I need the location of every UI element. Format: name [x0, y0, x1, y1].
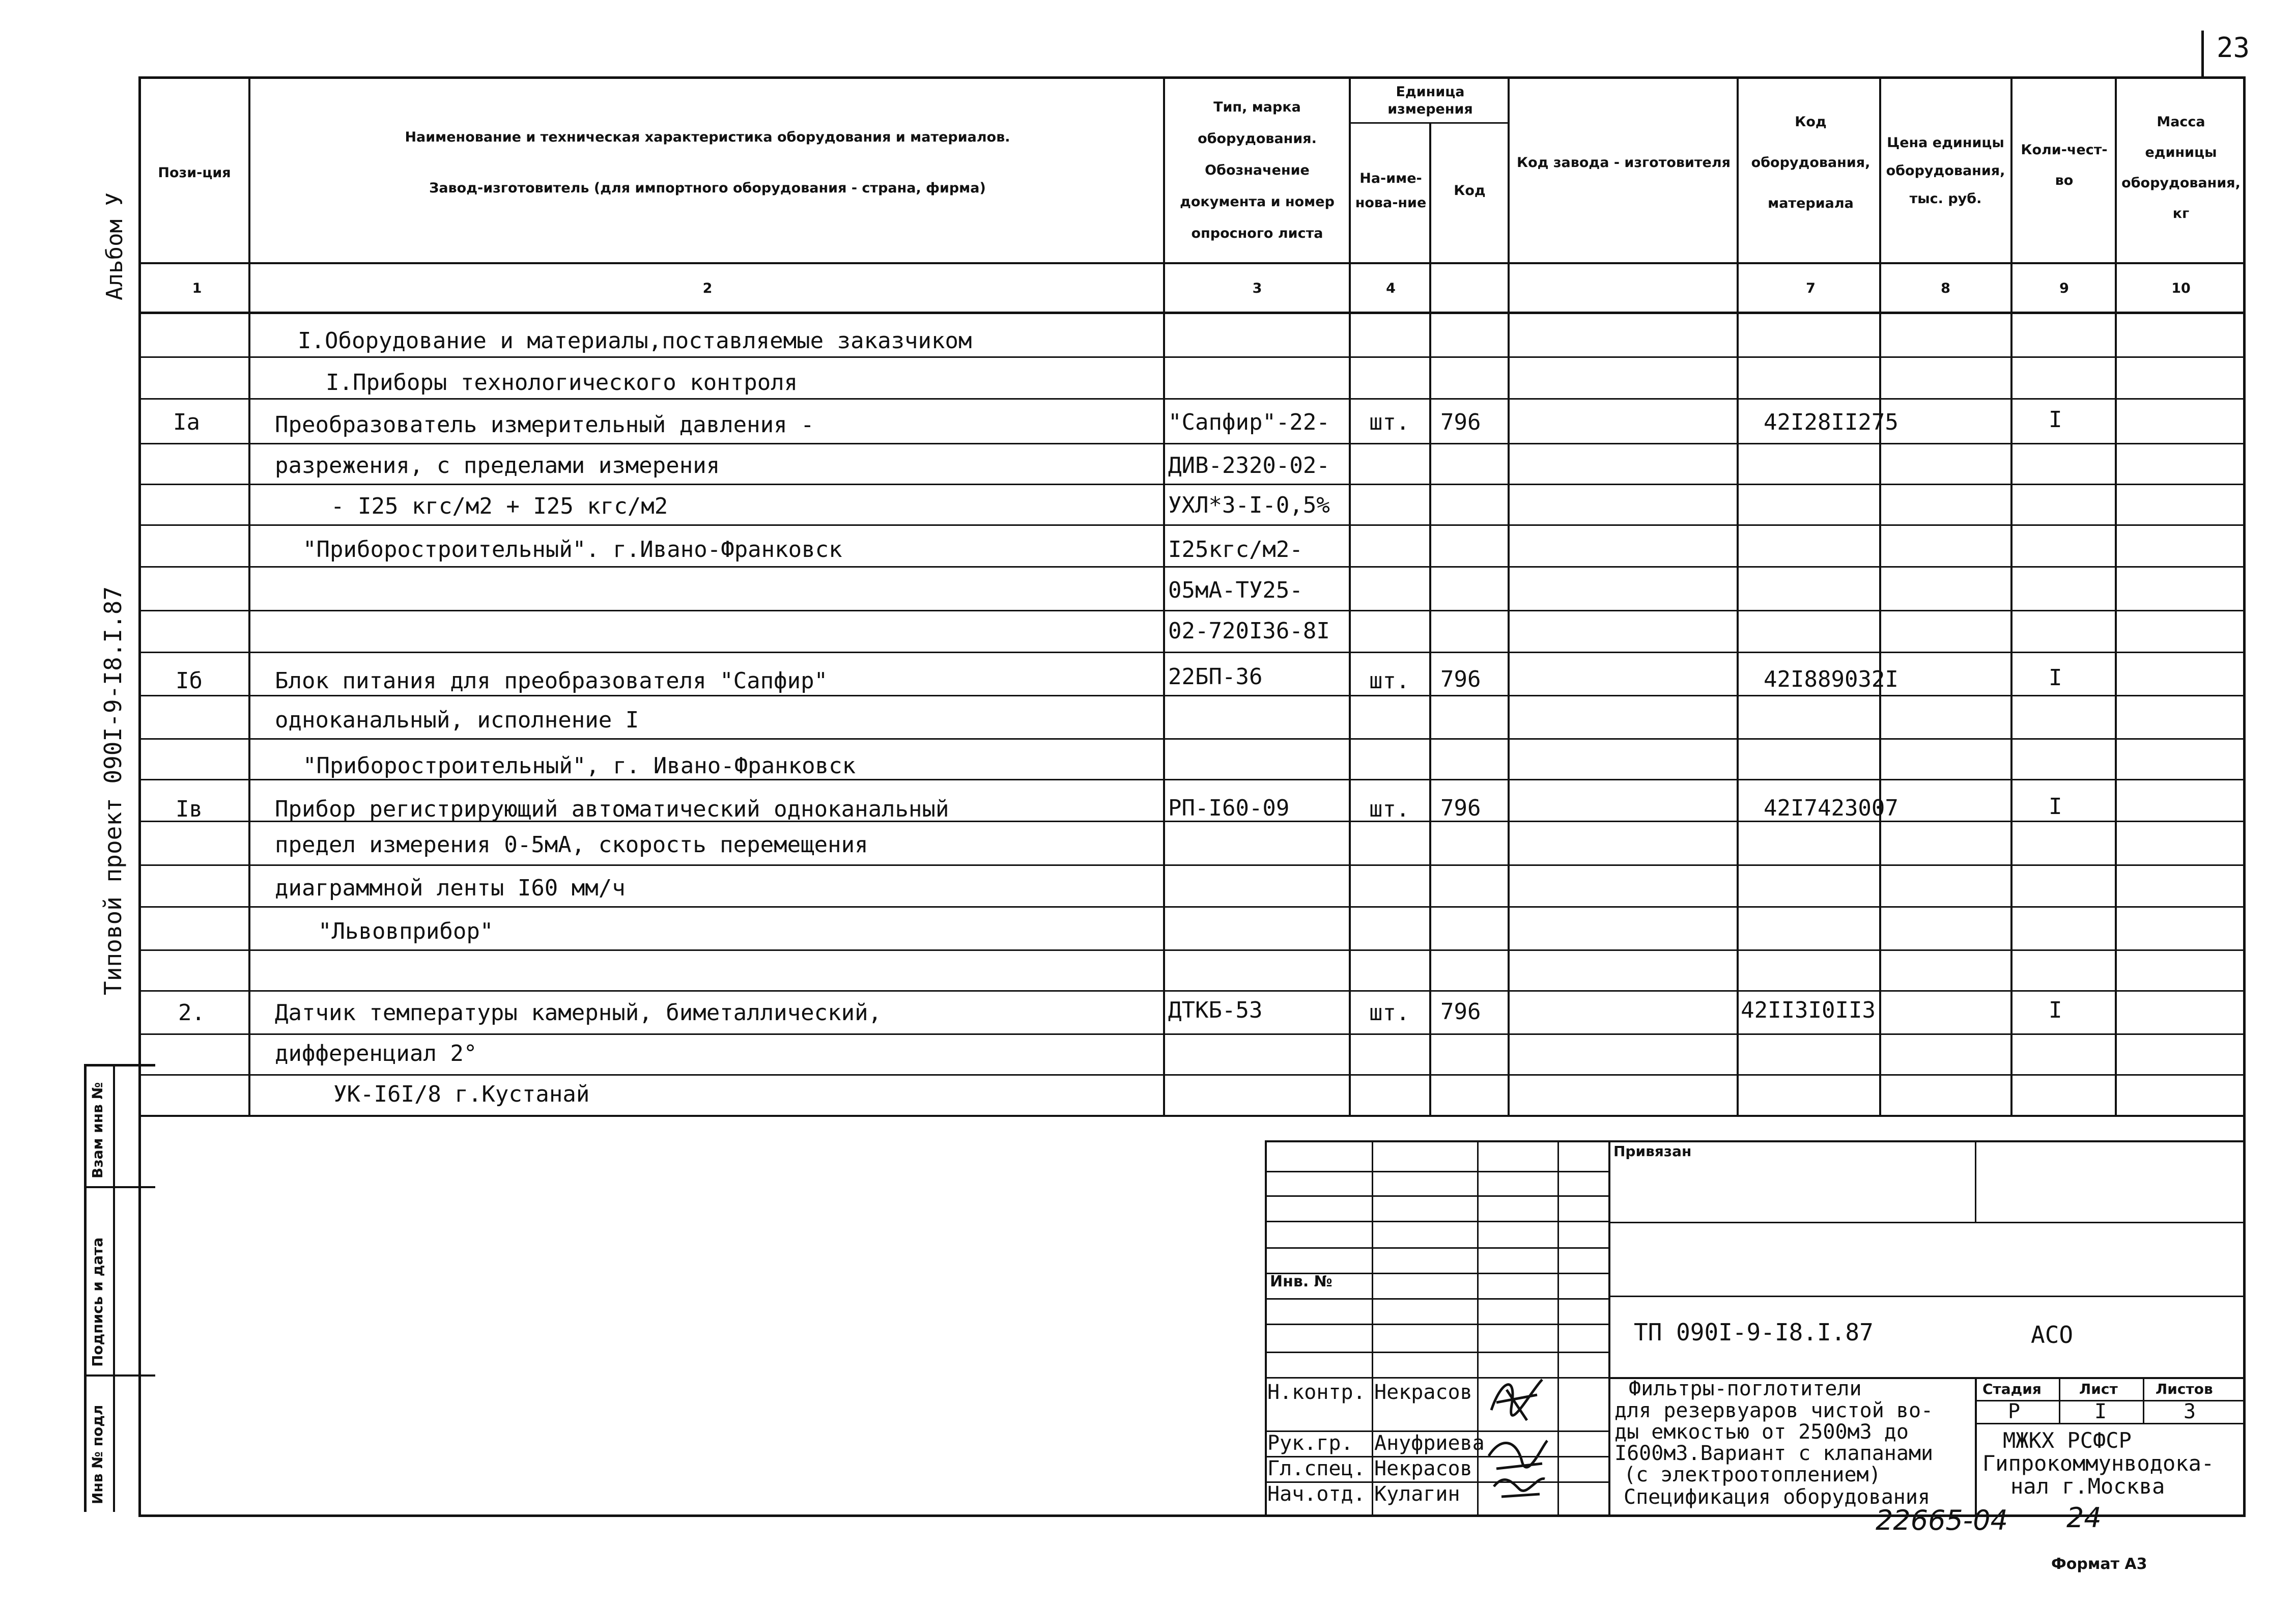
row-name: Преобразователь измерительный давления - — [275, 412, 814, 438]
row-type: 05мА-ТУ25- — [1168, 577, 1303, 603]
signature-role: Рук.гр. — [1267, 1431, 1353, 1455]
row-position: 2. — [178, 1000, 205, 1026]
row-name: диаграммной ленты I60 мм/ч — [275, 875, 626, 901]
row-name: I.Оборудование и материалы,поставляемые заказчиком — [298, 328, 972, 354]
col-number: 8 — [1941, 280, 1950, 296]
signature-name: Ануфриева — [1374, 1431, 1485, 1455]
row-name: УК-I6I/8 г.Кустанай — [333, 1081, 590, 1107]
row-unit: шт. — [1369, 668, 1410, 694]
stamp-inv-orig: Инв № подл — [89, 1405, 106, 1504]
col-number: 2 — [702, 280, 713, 296]
row-unit: шт. — [1369, 1000, 1410, 1026]
row-quantity: I — [2049, 665, 2062, 691]
row-name: Датчик температуры камерный, биметаллический, — [275, 1000, 882, 1026]
organization-line: МЖКХ РСФСР — [2003, 1428, 2132, 1453]
col-number: 9 — [2059, 280, 2069, 296]
description-line: для резервуаров чистой во- — [1614, 1399, 1934, 1422]
row-unit-code: 796 — [1440, 409, 1481, 435]
row-quantity: I — [2049, 794, 2062, 820]
sheets-label: Листов — [2156, 1381, 2213, 1397]
stamp-signature-date: Подпись и дата — [89, 1237, 106, 1367]
row-type: РП-I60-09 — [1168, 795, 1290, 821]
description-line: Фильтры-поглотители — [1629, 1377, 1862, 1400]
signature-role: Нач.отд. — [1267, 1482, 1366, 1506]
sheet-label: Лист — [2079, 1381, 2118, 1397]
row-type: "Сапфир"-22- — [1168, 409, 1330, 435]
handwritten-signature-icon — [1481, 1359, 1557, 1512]
row-type: ДИВ-2320-02- — [1168, 453, 1330, 479]
row-name: дифференциал 2° — [275, 1041, 477, 1066]
sheets-value: 3 — [2184, 1400, 2196, 1423]
row-name: "Львовприбор" — [318, 918, 494, 944]
signature-role: Гл.спец. — [1267, 1457, 1366, 1480]
sheet-value: I — [2094, 1400, 2107, 1423]
signature-name: Кулагин — [1374, 1482, 1460, 1506]
row-name: разрежения, с пределами измерения — [275, 453, 720, 479]
col-number: 10 — [2171, 280, 2191, 296]
row-position: Iб — [176, 668, 203, 694]
row-type: УХЛ*3-I-0,5% — [1168, 492, 1330, 518]
row-code: 42II3I0II3 — [1741, 997, 1876, 1023]
organization-line: нал г.Москва — [2010, 1474, 2165, 1499]
archive-number: 22665-04 — [1876, 1504, 2008, 1536]
inv-label: Инв. № — [1270, 1273, 1333, 1290]
row-type: ДТКБ-53 — [1168, 997, 1263, 1023]
row-type: I25кгс/м2- — [1168, 537, 1303, 563]
row-name: I.Приборы технологического контроля — [326, 370, 798, 396]
signature-role: Н.контр. — [1267, 1381, 1366, 1404]
col-header-equipment-code: Код оборудования, материала — [1751, 114, 1870, 211]
row-type: 02-720I36-8I — [1168, 618, 1330, 644]
col-header-mass: Масса единицы оборудования, кг — [2121, 114, 2241, 221]
col-header-unit: Единица измерения — [1387, 83, 1473, 117]
col-header-name-1: Наименование и техническая характеристика оборудования и материалов. — [405, 129, 1010, 145]
row-name: предел измерения 0-5мА, скорость перемещения — [275, 832, 868, 858]
col-number: 1 — [192, 280, 202, 296]
page-number: 23 — [2217, 32, 2250, 64]
row-code: 42I28II275 — [1764, 409, 1898, 435]
row-unit-code: 796 — [1440, 999, 1481, 1025]
col-number: 7 — [1806, 280, 1816, 296]
col-header-unit-code: Код — [1454, 183, 1486, 199]
row-type: 22БП-36 — [1168, 664, 1263, 690]
col-header-position: Пози-ция — [158, 165, 231, 181]
row-name: Блок питания для преобразователя "Сапфир" — [275, 668, 828, 694]
col-number: 4 — [1386, 280, 1396, 296]
signature-name: Некрасов — [1374, 1457, 1472, 1480]
row-name: - I25 кгс/м2 + I25 кгс/м2 — [331, 493, 668, 519]
archive-page: 24 — [2066, 1502, 2102, 1534]
signature-name: Некрасов — [1374, 1381, 1472, 1404]
stamp-replaced-inv: Взам инв № — [89, 1082, 106, 1178]
col-header-type: Тип, марка оборудования. Обозначение документа и номер опросного листа — [1180, 99, 1335, 241]
project-label: Типовой проект 090I-9-I8.I.87 — [99, 586, 127, 995]
row-quantity: I — [2049, 997, 2062, 1023]
row-name: "Приборостроительный", г. Ивано-Франковск — [303, 753, 856, 779]
row-position: Iв — [176, 796, 203, 822]
description-line: ды емкостью от 2500м3 до — [1614, 1420, 1909, 1444]
organization-line: Гипрокоммунводока- — [1982, 1451, 2215, 1476]
col-header-plant-code: Код завода - изготовителя — [1517, 155, 1731, 171]
col-header-name-2: Завод-изготовитель (для импортного оборудования - страна, фирма) — [429, 180, 986, 196]
document-code: ТП 090I-9-I8.I.87 — [1634, 1318, 1874, 1346]
row-code: 42I889032I — [1764, 666, 1898, 692]
row-name: "Приборостроительный". г.Ивано-Франковск — [303, 537, 842, 563]
row-unit-code: 796 — [1440, 666, 1481, 692]
description-line: I600м3.Вариант с клапанами — [1614, 1442, 1934, 1465]
format-label: Формат А3 — [2051, 1555, 2147, 1573]
row-name: Прибор регистрирующий автоматический одноканальный — [275, 796, 949, 822]
col-header-unit-name: На-име-нова-ние — [1355, 171, 1427, 211]
row-position: Iа — [173, 409, 200, 435]
col-number: 3 — [1252, 280, 1262, 296]
document-mark: АСО — [2031, 1321, 2074, 1349]
row-unit: шт. — [1369, 796, 1410, 822]
description-line: Спецификация оборудования — [1624, 1485, 1931, 1509]
row-code: 42I7423007 — [1764, 795, 1898, 821]
row-quantity: I — [2049, 407, 2062, 433]
row-unit-code: 796 — [1440, 795, 1481, 821]
col-header-price: Цена единицы оборудования, тыс. руб. — [1886, 134, 2005, 207]
album-label: Альбом У — [102, 192, 128, 300]
attached-label: Привязан — [1613, 1143, 1692, 1160]
description-line: (с электроотоплением) — [1624, 1463, 1881, 1486]
col-header-quantity: Коли-чест-во — [2021, 142, 2108, 188]
row-name: одноканальный, исполнение I — [275, 707, 639, 733]
stage-value: Р — [2008, 1400, 2021, 1423]
stage-label: Стадия — [1982, 1381, 2042, 1397]
row-unit: шт. — [1369, 409, 1410, 435]
